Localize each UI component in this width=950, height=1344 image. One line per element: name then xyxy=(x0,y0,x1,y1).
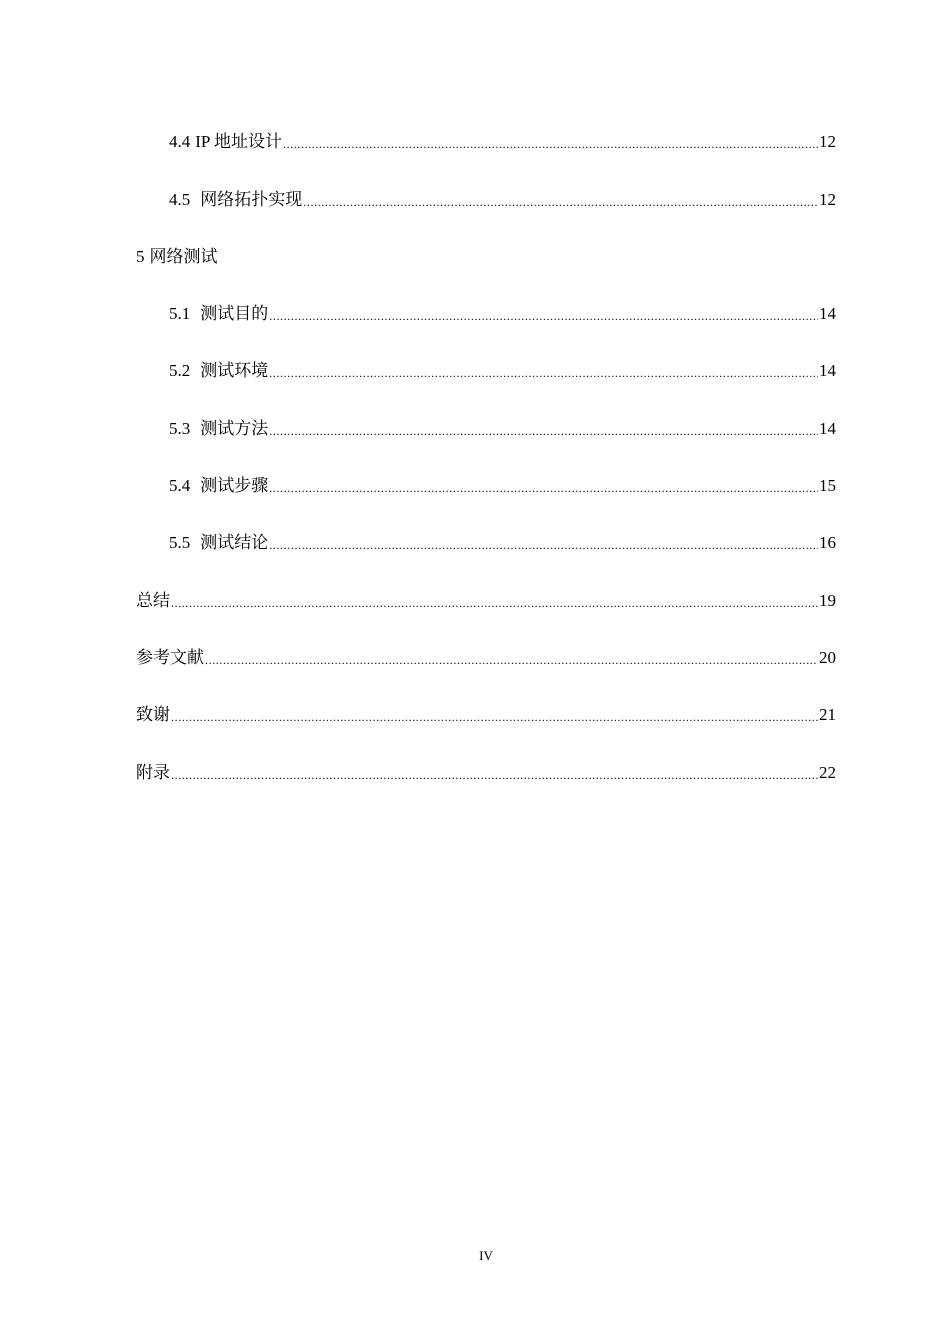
toc-entry-5-2[interactable] xyxy=(169,357,836,381)
toc-dot-leader xyxy=(269,533,818,553)
toc-entry-page: 15 xyxy=(819,476,836,495)
toc-entry-number: 5.4 xyxy=(169,476,191,495)
toc-dot-leader xyxy=(171,705,818,725)
toc-dot-leader xyxy=(269,361,818,381)
toc-entry-title: 参考文献 xyxy=(136,648,204,667)
toc-entry-page: 12 xyxy=(819,132,836,151)
toc-entry-title: 致谢 xyxy=(136,705,170,724)
toc-entry-5-4[interactable] xyxy=(169,472,836,496)
toc-entry-page: 14 xyxy=(819,419,836,438)
toc-dot-leader xyxy=(269,476,818,496)
toc-entry-title: 总结 xyxy=(136,591,170,610)
toc-entry-page: 16 xyxy=(819,533,836,552)
toc-entry-5-3[interactable] xyxy=(169,415,836,439)
toc-entry-page: 21 xyxy=(819,705,836,724)
toc-entry-5[interactable] xyxy=(136,243,836,267)
toc-entry-number: 5.2 xyxy=(169,361,191,380)
toc-entry-summary[interactable] xyxy=(136,587,836,611)
toc-entry-page: 19 xyxy=(819,591,836,610)
toc-entry-references[interactable] xyxy=(136,644,836,668)
toc-entry-page: 22 xyxy=(819,763,836,782)
toc-entry-title: 附录 xyxy=(136,763,170,782)
toc-entry-acknowledgements[interactable] xyxy=(136,701,836,725)
toc-entry-title: 测试方法 xyxy=(200,419,269,438)
page-number: IV xyxy=(479,1248,493,1263)
toc-entry-title: 测试目的 xyxy=(200,304,269,323)
toc-dot-leader xyxy=(283,132,818,152)
toc-dot-leader xyxy=(171,763,818,783)
toc-entry-5-5[interactable] xyxy=(169,529,836,553)
toc-entry-number: 5.3 xyxy=(169,419,191,438)
toc-entry-number: 4.4 xyxy=(169,132,191,151)
toc-entry-page: 20 xyxy=(819,648,836,667)
toc-dot-leader xyxy=(269,304,818,324)
toc-entry-4-5[interactable] xyxy=(169,186,836,210)
toc-entry-page: 14 xyxy=(819,361,836,380)
toc-entry-title: 网络测试 xyxy=(149,247,218,266)
toc-entry-number: 4.5 xyxy=(169,190,191,209)
toc-entry-title: 网络拓扑实现 xyxy=(200,190,303,209)
toc-entry-4-4[interactable] xyxy=(169,128,836,152)
toc-dot-leader xyxy=(171,591,818,611)
toc-dot-leader xyxy=(205,648,818,668)
toc-entry-number: 5.1 xyxy=(169,304,191,323)
page-footer xyxy=(0,1248,950,1264)
toc-entry-title: 测试环境 xyxy=(200,361,269,380)
toc-dot-leader xyxy=(303,190,818,210)
toc-entry-title: IP 地址设计 xyxy=(195,132,282,151)
toc-entry-appendix[interactable] xyxy=(136,759,836,783)
toc-entry-page: 12 xyxy=(819,190,836,209)
toc-dot-leader xyxy=(269,419,818,439)
toc-entry-title: 测试结论 xyxy=(200,533,269,552)
toc-entry-page: 14 xyxy=(819,304,836,323)
toc-entry-title: 测试步骤 xyxy=(200,476,269,495)
toc-entry-number: 5.5 xyxy=(169,533,191,552)
toc-entry-number: 5 xyxy=(136,247,145,266)
toc-entry-5-1[interactable] xyxy=(169,300,836,324)
